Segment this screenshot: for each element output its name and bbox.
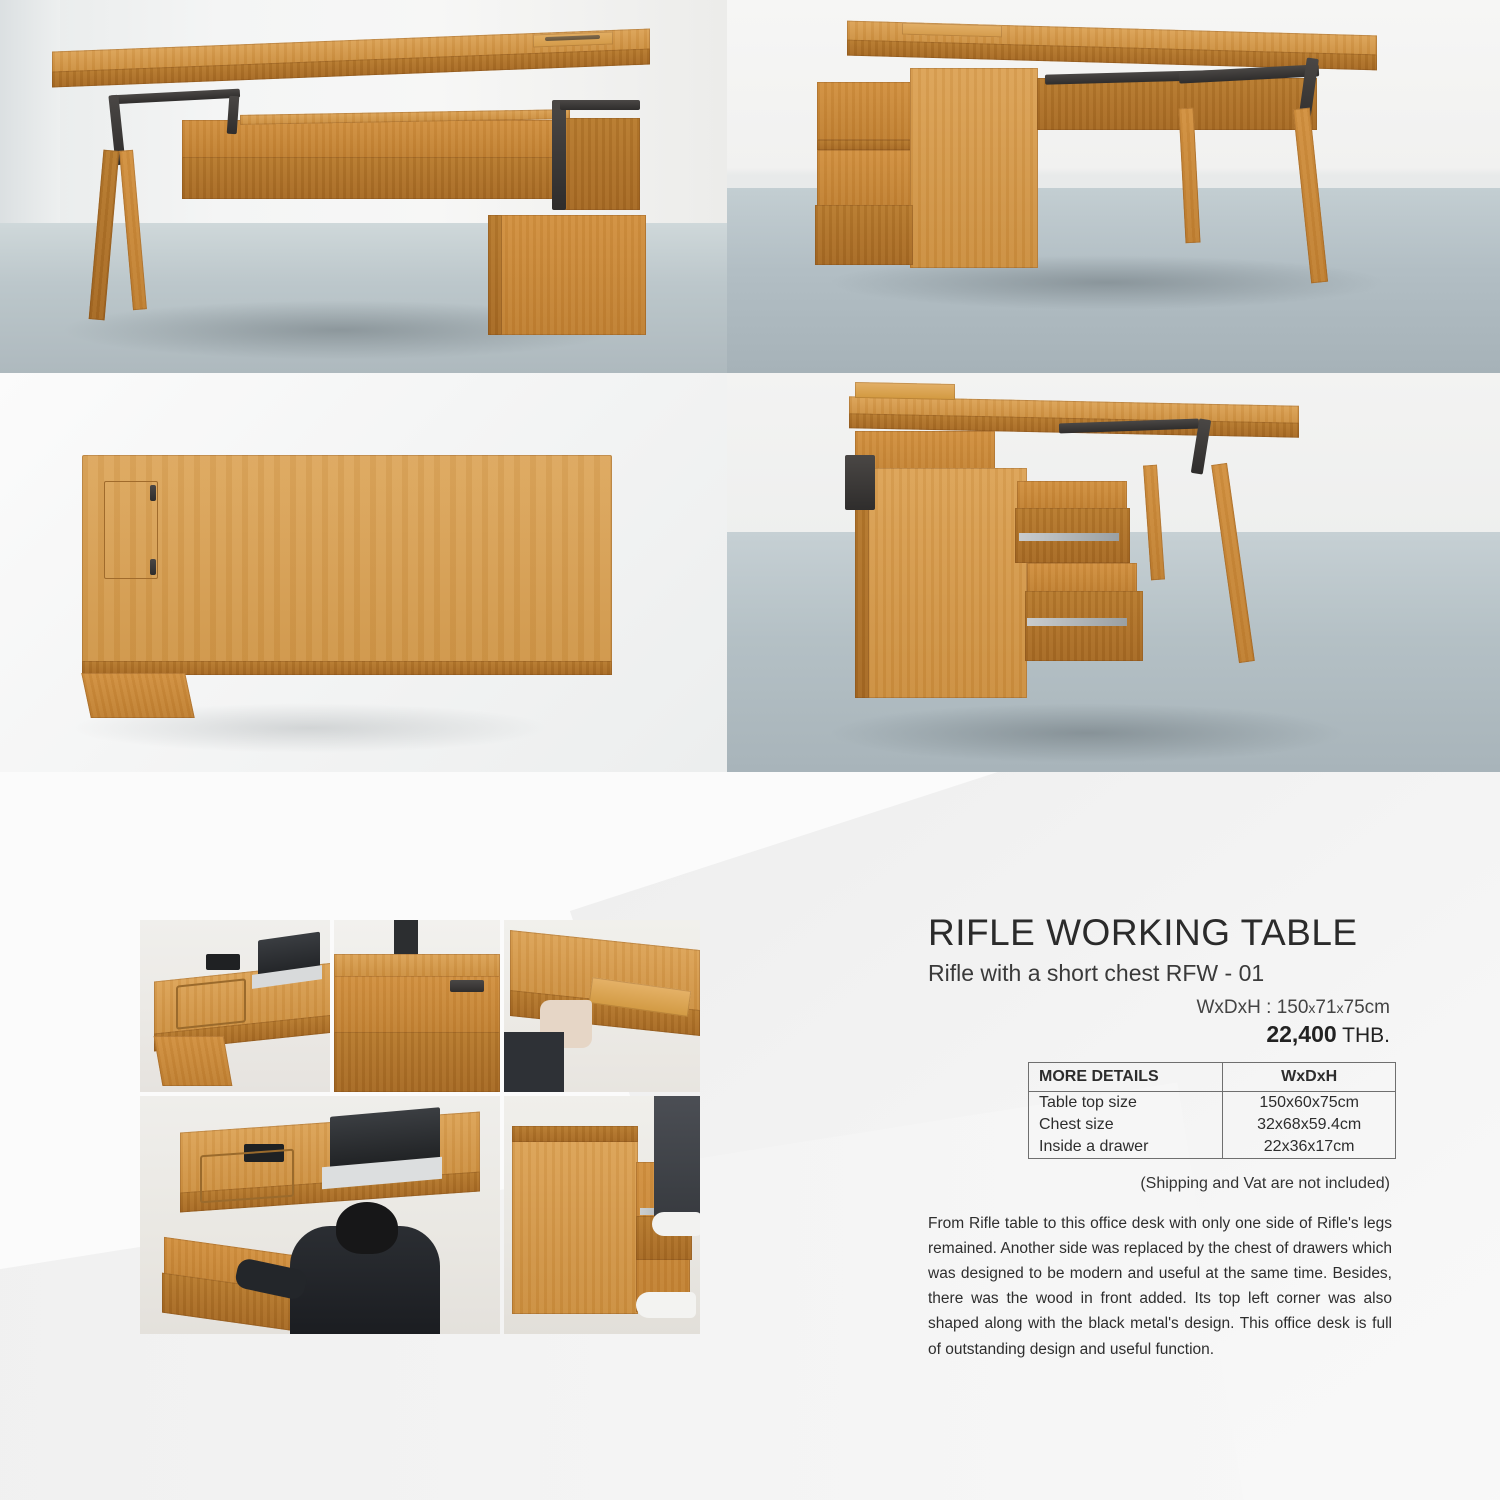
price-currency: THB. — [1342, 1024, 1390, 1047]
product-info-section — [0, 772, 1500, 1500]
details-table — [1028, 1062, 1396, 1159]
photo-desk-top-down-view — [0, 373, 727, 772]
thumb-metal-detail — [450, 980, 484, 992]
thumb-cable-slot — [176, 978, 246, 1029]
details-table-header-row — [1029, 1063, 1396, 1092]
photo-wall-panel — [0, 0, 60, 250]
details-row-0-label: Table top size — [1029, 1092, 1223, 1115]
chest-body — [498, 215, 646, 335]
thumb-chest-top — [512, 1126, 638, 1142]
product-dimensions — [928, 997, 1390, 1019]
table-leg-foot — [81, 673, 195, 718]
metal-bracket-right — [552, 100, 566, 210]
thumb-monitor-stand — [394, 920, 418, 954]
details-header-more-details: MORE DETAILS — [1029, 1063, 1223, 1092]
thumb-person-legs — [654, 1096, 700, 1216]
dimensions-height: 75cm — [1343, 997, 1390, 1018]
details-row-1-value: 32x68x59.4cm — [1223, 1114, 1396, 1136]
dimensions-x2: x — [1336, 1000, 1344, 1016]
thumb-chest-lower — [334, 1032, 500, 1092]
dimensions-x1: x — [1308, 1000, 1316, 1016]
cable-slot-notch-top — [150, 485, 156, 501]
product-description: From Rifle table to this office desk with only one side of Rifle's legs remained. Another side was replaced by the chest of drawers which was designed to be modern and useful at the same time. Besides, there was the wood in front added. Its top left corner was also shaped along with the black metal's design. This office desk is full of outstanding design and useful function. — [928, 1215, 1392, 1358]
chest-drawer-bottom — [817, 150, 912, 208]
thumb-chest-side — [512, 1138, 638, 1314]
thumb-cable-slot — [200, 1149, 294, 1204]
chest-side-panel — [867, 468, 1027, 698]
dimensions-label: WxDxH : — [1196, 997, 1277, 1018]
thumb-sleeve — [504, 1032, 564, 1092]
thumb-chest-detail — [334, 920, 500, 1092]
thumb-person-opening-drawer — [140, 1096, 500, 1334]
chest-front — [560, 118, 640, 210]
product-price — [928, 1021, 1390, 1048]
dimensions-depth: 71 — [1315, 997, 1337, 1018]
drawer-open-top — [1017, 481, 1127, 511]
product-subtitle: Rifle with a short chest RFW - 01 — [928, 960, 1265, 986]
table-row — [1029, 1136, 1396, 1159]
chest-drawer-top — [817, 82, 912, 140]
details-header-wxdxh: WxDxH — [1223, 1063, 1396, 1092]
details-row-0-value: 150x60x75cm — [1223, 1092, 1396, 1115]
thumb-person-head — [336, 1202, 398, 1254]
metal-bracket-right-top — [560, 100, 640, 110]
thumb-desk-with-laptop — [140, 920, 330, 1092]
desk-shadow — [827, 703, 1347, 763]
drawer-open-bottom — [1027, 563, 1137, 593]
photo-desk-rear-right-view — [727, 0, 1500, 373]
thumb-lid-removed — [504, 920, 700, 1092]
cable-cover-panel — [855, 382, 955, 400]
front-wood-panel-upper — [182, 120, 560, 158]
table-row — [1029, 1092, 1396, 1115]
chest-side-panel — [910, 68, 1038, 268]
drawer-open-bottom-front — [1025, 591, 1143, 661]
thumb-person-shoe-lower — [636, 1292, 696, 1318]
thumb-power-strip — [206, 954, 240, 970]
metal-bracket-left — [845, 455, 875, 510]
cable-slot-notch-bottom — [150, 559, 156, 575]
details-row-2-label: Inside a drawer — [1029, 1136, 1223, 1159]
photo-desk-front-left-view — [0, 0, 727, 373]
rear-apron — [1037, 78, 1317, 130]
drawer-slide-top — [1019, 533, 1119, 541]
page-title: RIFLE WORKING TABLE — [928, 912, 1358, 953]
product-info-column — [928, 912, 1398, 1362]
chest-side — [488, 215, 502, 335]
thumbnail-collage — [140, 920, 696, 1334]
shipping-note: (Shipping and Vat are not included) — [1140, 1175, 1390, 1192]
table-row — [1029, 1114, 1396, 1136]
front-wood-panel-lower — [182, 157, 560, 199]
thumb-table-top — [334, 954, 500, 978]
thumb-person-shoe-upper — [652, 1212, 700, 1236]
details-row-1-label: Chest size — [1029, 1114, 1223, 1136]
thumb-table-foot — [154, 1036, 233, 1086]
dimensions-width: 150 — [1276, 997, 1309, 1018]
price-amount: 22,400 — [1266, 1021, 1337, 1047]
chest-drawer-divider — [817, 140, 912, 150]
table-top-surface — [82, 455, 612, 665]
chest-base — [815, 205, 913, 265]
thumb-side-drawer-open — [504, 1096, 700, 1334]
photo-desk-drawers-open-view — [727, 373, 1500, 772]
details-row-2-value: 22x36x17cm — [1223, 1136, 1396, 1159]
drawer-slide-bottom — [1027, 618, 1127, 626]
